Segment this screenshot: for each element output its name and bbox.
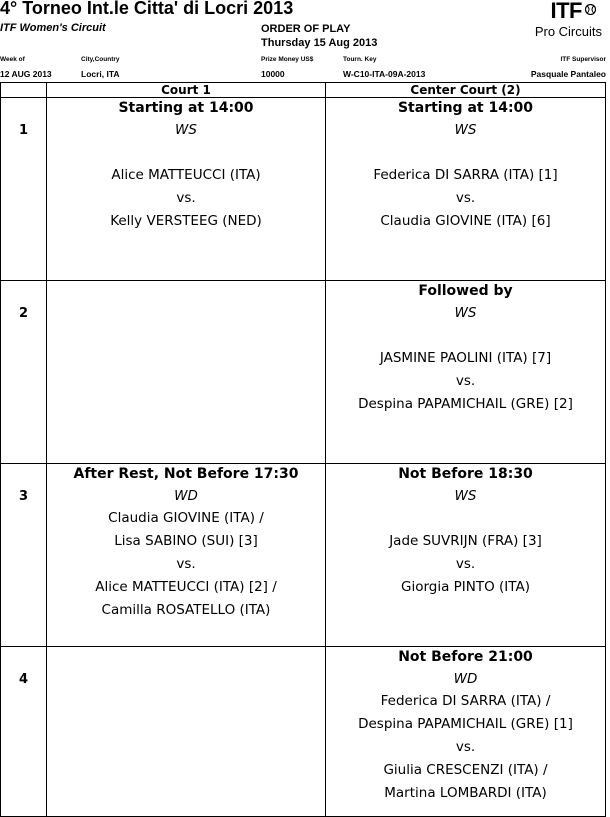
tourn-key-label: Tourn. Key xyxy=(343,56,377,63)
row-number: 1 xyxy=(1,98,47,281)
event-type: WD xyxy=(174,488,198,504)
player-name: Despina PAPAMICHAIL (GRE) [1] xyxy=(358,716,573,732)
event-type: WS xyxy=(175,122,197,138)
itf-logo xyxy=(512,0,604,44)
player-name: Giulia CRESCENZI (ITA) / xyxy=(383,762,548,778)
event-type: WS xyxy=(454,305,477,321)
schedule-table xyxy=(0,82,606,817)
tennis-ball-icon xyxy=(585,4,596,15)
circuit-name: ITF Women's Circuit xyxy=(0,22,106,34)
match-cell xyxy=(326,98,606,281)
row-number-header xyxy=(1,83,47,98)
versus-label: vs. xyxy=(176,556,196,572)
city-label: City,Country xyxy=(81,56,120,63)
court-header: Court 1 xyxy=(47,83,326,98)
tourn-key-value: W-C10-ITA-09A-2013 xyxy=(343,69,426,79)
versus-label: vs. xyxy=(455,190,476,206)
row-number: 2 xyxy=(1,281,47,464)
player-name: Claudia GIOVINE (ITA) [6] xyxy=(380,213,551,229)
supervisor-label: ITF Supervisor xyxy=(560,56,606,63)
week-of-label: Week of xyxy=(0,56,25,63)
city-value: Locri, ITA xyxy=(81,69,120,79)
play-date: Thursday 15 Aug 2013 xyxy=(261,37,378,49)
week-of-value: 12 AUG 2013 xyxy=(0,69,52,79)
match-time: Not Before 18:30 xyxy=(398,466,533,482)
match-time: Followed by xyxy=(418,283,513,299)
itf-logo-text: ITF xyxy=(550,0,582,23)
versus-label: vs. xyxy=(176,190,196,206)
player-name: Jade SUVRIJN (FRA) [3] xyxy=(389,533,542,549)
order-of-play-label: ORDER OF PLAY xyxy=(261,23,351,35)
player-name: Despina PAPAMICHAIL (GRE) [2] xyxy=(358,396,573,412)
empty-match-cell xyxy=(47,281,326,464)
schedule-row xyxy=(1,464,606,647)
player-name: Kelly VERSTEEG (NED) xyxy=(110,213,262,229)
row-number: 4 xyxy=(1,647,47,817)
match-time: After Rest, Not Before 17:30 xyxy=(73,466,299,482)
empty-match-cell xyxy=(47,647,326,817)
player-name: Federica DI SARRA (ITA) / xyxy=(380,693,551,709)
match-cell xyxy=(47,464,326,647)
player-name: Federica DI SARRA (ITA) [1] xyxy=(373,167,558,183)
prize-label: Prize Money US$ xyxy=(261,56,314,63)
prize-value: 10000 xyxy=(261,69,285,79)
match-cell xyxy=(47,98,326,281)
row-number: 3 xyxy=(1,464,47,647)
court-header-row xyxy=(1,83,606,98)
schedule-row xyxy=(1,647,606,817)
player-name: Lisa SABINO (SUI) [3] xyxy=(114,533,258,549)
order-of-play-heading xyxy=(261,22,377,50)
versus-label: vs. xyxy=(455,556,476,572)
match-cell xyxy=(326,647,606,817)
schedule-row xyxy=(1,98,606,281)
player-name: Martina LOMBARDI (ITA) xyxy=(384,785,547,801)
match-time: Starting at 14:00 xyxy=(397,100,534,116)
itf-logo-subtitle: Pro Circuits xyxy=(534,24,602,39)
versus-label: vs. xyxy=(455,739,476,755)
schedule-row xyxy=(1,281,606,464)
player-name: Claudia GIOVINE (ITA) / xyxy=(108,510,264,526)
player-name: Alice MATTEUCCI (ITA) [2] / xyxy=(95,579,277,595)
player-name: JASMINE PAOLINI (ITA) [7] xyxy=(379,350,552,366)
tournament-title: 4° Torneo Int.le Citta' di Locri 2013 xyxy=(0,0,294,18)
event-type: WS xyxy=(454,122,477,138)
player-name: Giorgia PINTO (ITA) xyxy=(400,579,530,595)
match-cell xyxy=(326,281,606,464)
versus-label: vs. xyxy=(455,373,476,389)
event-type: WS xyxy=(454,488,477,504)
event-type: WD xyxy=(453,671,478,687)
player-name: Camilla ROSATELLO (ITA) xyxy=(101,602,271,618)
player-name: Alice MATTEUCCI (ITA) xyxy=(111,167,261,183)
supervisor-value: Pasquale Pantaleo xyxy=(530,69,606,79)
match-time: Not Before 21:00 xyxy=(398,649,533,665)
court-header: Center Court (2) xyxy=(326,83,606,98)
match-time: Starting at 14:00 xyxy=(118,100,254,116)
match-cell xyxy=(326,464,606,647)
